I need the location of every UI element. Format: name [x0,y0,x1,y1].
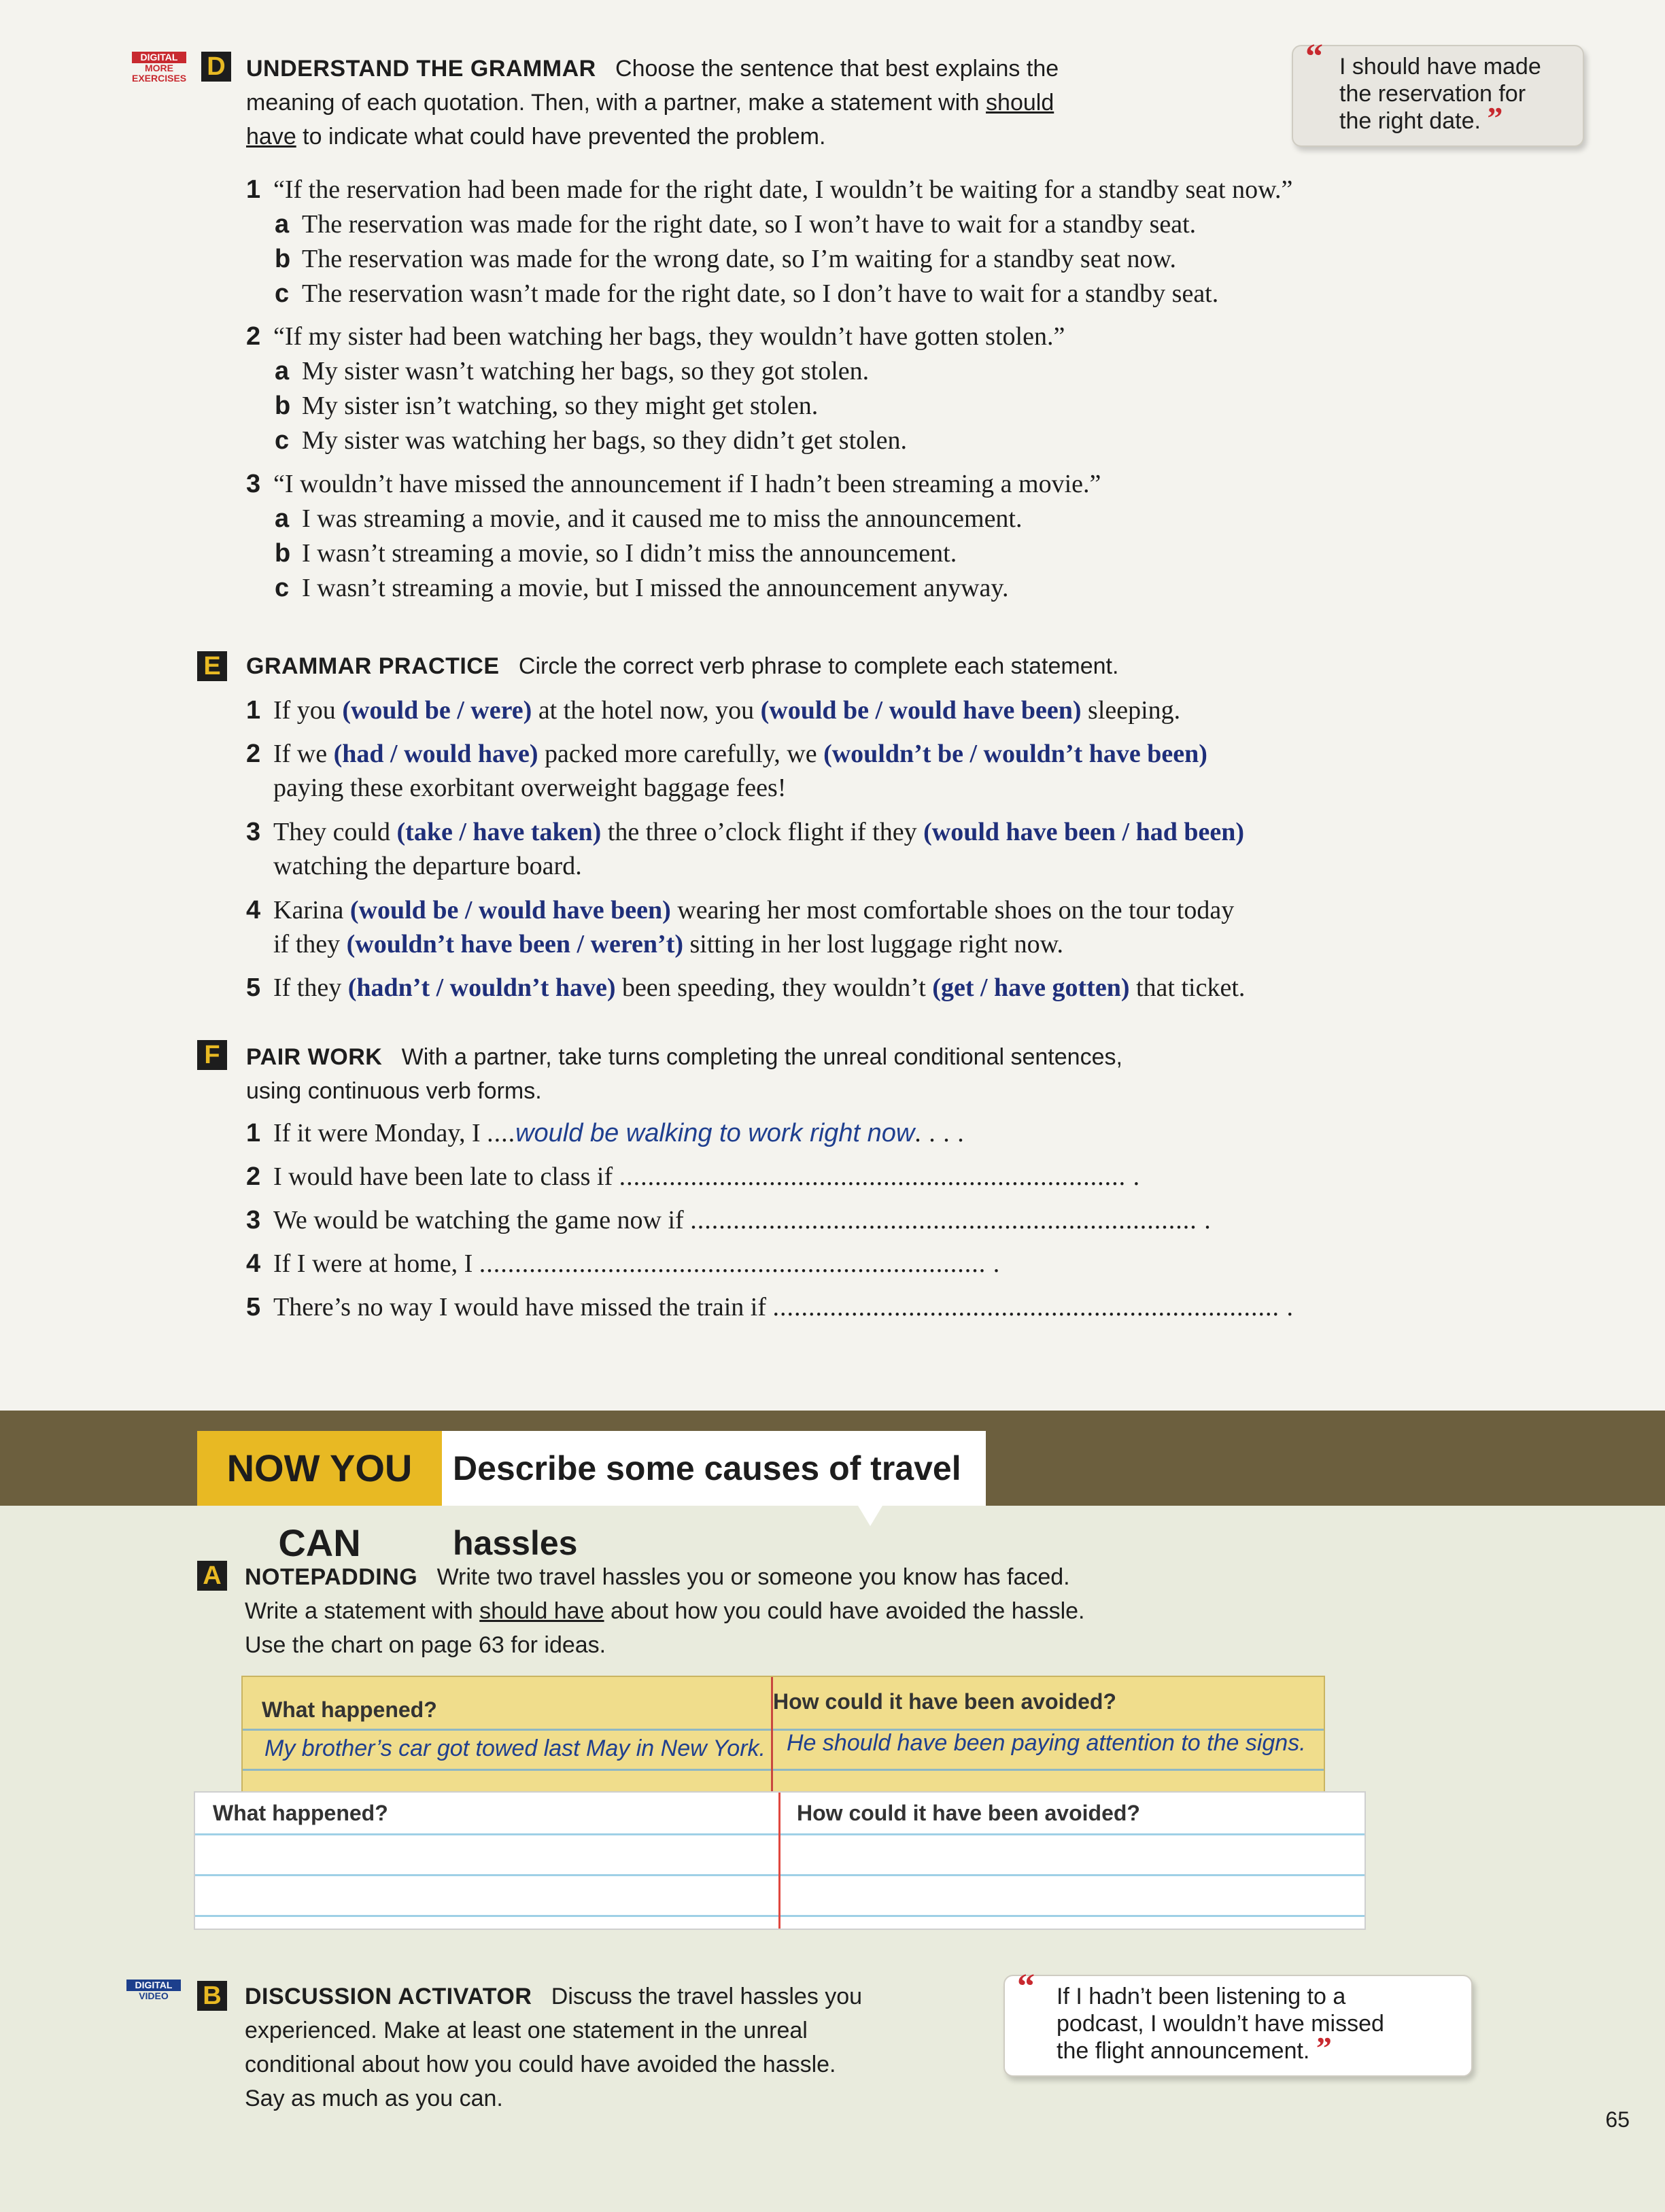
verb-choice[interactable]: (get / have gotten) [932,973,1130,1002]
close-quote-icon: ” [1316,2030,1332,2065]
answer-blank[interactable]: ....................................................................... . [479,1249,1001,1278]
section-d-instructions [246,52,1252,154]
section-a-instr-should-have: should have [479,1598,604,1624]
quote-line: If I hadn’t been listening to a [1057,1984,1346,2009]
section-a-instructions: NOTEPADDING Write two travel hassles you or someone you know has faced. Write a statement with should have about how you could have avoided the hassle. Use the chart on page 63 for ideas. [245,1564,1085,1658]
col-avoided: How could it have been avoided? [797,1801,1140,1825]
f-item-2: 2 I would have been late to class if ....................................................................... . [246,1162,1141,1191]
d-item-1-option-b[interactable]: b The reservation was made for the wrong date, so I’m waiting for a standby seat now. [275,245,1176,273]
notepad-cell-what-happened-1[interactable] [195,1835,777,1873]
section-f-instructions [246,1040,1470,1108]
open-quote-icon: “ [1017,1967,1035,2006]
tag-digital: DIGITAL [132,52,186,63]
section-b-instructions: DISCUSSION ACTIVATOR Discuss the travel hassles you experienced. Make at least one statement in the unreal conditional about how you could have avoided the hassle. Say as much as you can. [245,1984,863,2111]
d-item-2-option-b[interactable]: b My sister isn’t watching, so they might get stolen. [275,392,819,420]
section-d-title: UNDERSTAND THE GRAMMAR [246,56,596,82]
section-d-instr-3: to indicate what could have prevented the problem. [296,124,826,150]
section-d-quote-bubble [1292,37,1584,147]
quote-line: the reservation for [1339,81,1526,107]
answer-blank[interactable]: ....................................................................... . [619,1162,1141,1191]
d-item-3-option-c[interactable]: c I wasn’t streaming a movie, but I missed the announcement anyway. [275,574,1009,602]
example-answer-avoided: He should have been paying attention to the signs. [787,1730,1306,1756]
section-d-instr-have: have [246,124,296,150]
f-item-4: 4 If I were at home, I ....................................................................... . [246,1249,1001,1278]
verb-choice[interactable]: (wouldn’t have been / weren’t) [346,930,684,958]
e-item-4: 4 Karina (would be / would have been) wearing her most comfortable shoes on the tour today if they (wouldn’t have been / weren’t) sitting in her lost luggage right now. [246,896,1235,958]
margin-line [771,1677,773,1793]
f-item-1: 1 If it were Monday, I ....would be walking to work right now. . . . [246,1119,965,1147]
section-d-instr-2: meaning of each quotation. Then, with a partner, make a statement with [246,90,986,116]
section-d-letter: D [201,52,231,82]
section-e-letter: E [197,651,227,681]
verb-choice[interactable]: (would be / were) [342,696,532,725]
notepad-cell-avoided-2[interactable] [781,1876,1363,1914]
example-answer-what-happened: My brother’s car got towed last May in New York. [264,1735,766,1761]
verb-choice[interactable]: (had / would have) [333,740,538,768]
answer-blank[interactable]: ....................................................................... . [690,1206,1212,1234]
section-a-instr-3: Use the chart on page 63 for ideas. [245,1632,606,1658]
open-quote-icon: “ [1305,37,1323,76]
verb-choice[interactable]: (would have been / had been) [923,818,1245,846]
d-item-2: 2 “If my sister had been watching her bags, they wouldn’t have gotten stolen.” [246,322,1065,351]
section-e-instr: Circle the correct verb phrase to complete each statement. [518,653,1119,679]
tag-exercises: EXERCISES [132,73,187,84]
notepad-table [194,1791,1366,1930]
f-item-3: 3 We would be watching the game now if ....................................................................... . [246,1206,1212,1234]
col-what-happened: What happened? [213,1801,388,1825]
e-item-1: 1 If you (would be / were) at the hotel now, you (would be / would have been) sleeping. [246,696,1181,725]
now-you-can-goal: Describe some causes of travel hassles [442,1431,986,1506]
notepad-cell-what-happened-2[interactable] [195,1876,777,1914]
section-d-instr-should: should [986,90,1054,116]
d-item-2-option-a[interactable]: a My sister wasn’t watching her bags, so they got stolen. [275,357,870,385]
margin-line [778,1793,780,1929]
goal-bubble-tail [858,1506,882,1526]
section-a-instr-1: Write two travel hassles you or someone you know has faced. [436,1564,1070,1590]
section-f-instr-1: With a partner, take turns completing the unreal conditional sentences, [401,1044,1122,1070]
digital-more-exercises-tag[interactable] [132,52,186,84]
d-item-quote: “If my sister had been watching her bags, they wouldn’t have gotten stolen.” [273,322,1065,351]
ruled-line [243,1769,1324,1771]
verb-choice[interactable]: (wouldn’t be / wouldn’t have been) [823,740,1207,768]
quote-line: the right date. ” [1339,101,1503,135]
verb-choice[interactable]: (hadn’t / wouldn’t have) [347,973,616,1002]
d-item-quote: “If the reservation had been made for the right date, I wouldn’t be waiting for a standby seat now.” [273,175,1293,204]
section-d-instr-1: Choose the sentence that best explains the [615,56,1059,82]
section-f-instr-2: using continuous verb forms. [246,1078,542,1104]
d-item-3: 3 “I wouldn’t have missed the announcement if I hadn’t been streaming a movie.” [246,470,1101,498]
answer-blank[interactable]: would be walking to work right now [515,1119,915,1147]
digital-video-tag[interactable] [126,1980,181,2001]
quote-line: I should have made [1339,54,1541,80]
example-col-avoided: How could it have been avoided? [773,1689,1116,1714]
e-item-2: 2 If we (had / would have) packed more carefully, we (wouldn’t be / wouldn’t have been) paying these exorbitant overweight baggage fees! [246,740,1207,802]
notepad-cell-avoided-1[interactable] [781,1835,1363,1873]
verb-choice[interactable]: (would be / would have been) [760,696,1082,725]
example-notepad [241,1676,1325,1794]
quote-line: podcast, I wouldn’t have missed [1057,2011,1384,2037]
section-b-quote-bubble [1003,1967,1473,2077]
section-a-letter: A [197,1561,227,1591]
answer-blank[interactable]: ....................................................................... . [772,1293,1294,1321]
d-item-1-option-a[interactable]: a The reservation was made for the right date, so I won’t have to wait for a standby seat. [275,210,1197,239]
d-item-1: 1 “If the reservation had been made for the right date, I wouldn’t be waiting for a standby seat now.” [246,175,1293,204]
verb-choice[interactable]: (take / have taken) [396,818,602,846]
section-e-title: GRAMMAR PRACTICE [246,653,500,679]
section-b-title: DISCUSSION ACTIVATOR [245,1984,532,2009]
quote-line: the flight announcement. ” [1057,2030,1332,2065]
example-col-what-happened: What happened? [262,1697,437,1722]
now-you-can-label: NOW YOU CAN [197,1431,442,1506]
section-b-letter: B [197,1981,227,2011]
section-a-title: NOTEPADDING [245,1564,418,1590]
d-item-2-option-c[interactable]: c My sister was watching her bags, so they didn’t get stolen. [275,426,908,455]
section-e-instructions [246,649,1470,683]
d-item-3-option-a[interactable]: a I was streaming a movie, and it caused me to miss the announcement. [275,504,1023,533]
close-quote-icon: ” [1487,101,1503,135]
page-number: 65 [1605,2107,1630,2132]
tag-more: MORE [145,63,173,73]
e-item-3: 3 They could (take / have taken) the three o’clock flight if they (would have been / had been) watching the departure board. [246,818,1245,880]
d-item-quote: “I wouldn’t have missed the announcement if I hadn’t been streaming a movie.” [273,470,1101,498]
d-item-1-option-c[interactable]: c The reservation wasn’t made for the right date, so I don’t have to wait for a standby seat. [275,279,1219,308]
verb-choice[interactable]: (would be / would have been) [349,896,671,924]
section-a-instr-2: Write a statement with [245,1598,480,1624]
tag-video: VIDEO [139,1990,169,2001]
section-f-title: PAIR WORK [246,1044,383,1070]
d-item-3-option-b[interactable]: b I wasn’t streaming a movie, so I didn’t miss the announcement. [275,539,957,568]
e-item-5: 5 If they (hadn’t / wouldn’t have) been speeding, they wouldn’t (get / have gotten) that ticket. [246,973,1246,1002]
section-f-letter: F [197,1040,227,1070]
f-item-5: 5 There’s no way I would have missed the train if ....................................................................... . [246,1293,1294,1321]
tag-digital: DIGITAL [126,1980,181,1991]
